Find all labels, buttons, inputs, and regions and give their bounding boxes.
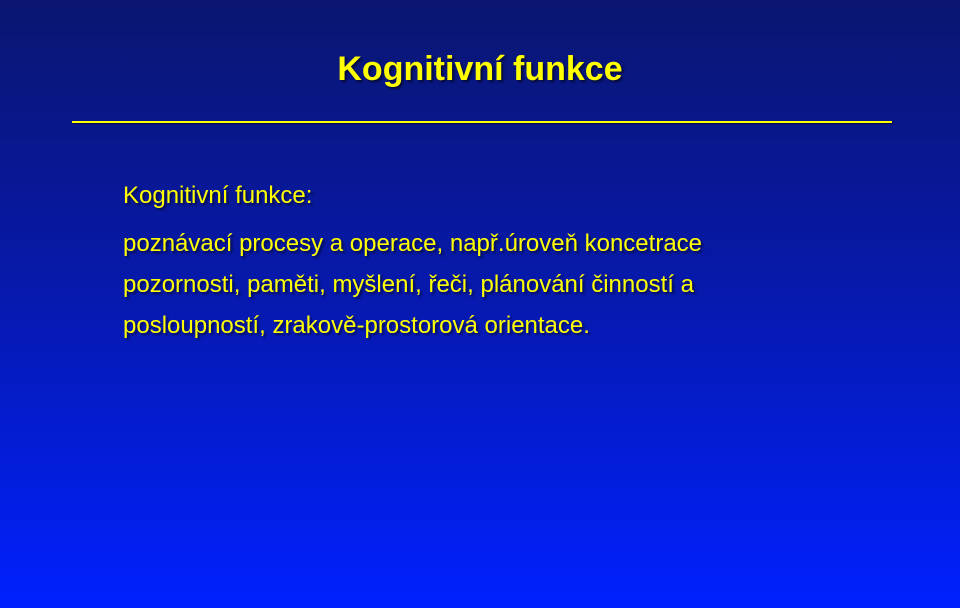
body-line: poznávací procesy a operace, např.úroveň koncetrace [123,230,703,257]
title-divider [72,121,892,123]
body-line: posloupností, zrakově-prostorová orientace. [123,312,590,339]
body-line: pozornosti, paměti, myšlení, řeči, plánování činností a [123,271,694,298]
content-heading: Kognitivní funkce: [123,182,313,209]
slide-title: Kognitivní funkce [337,50,623,88]
slide-content [123,182,923,346]
